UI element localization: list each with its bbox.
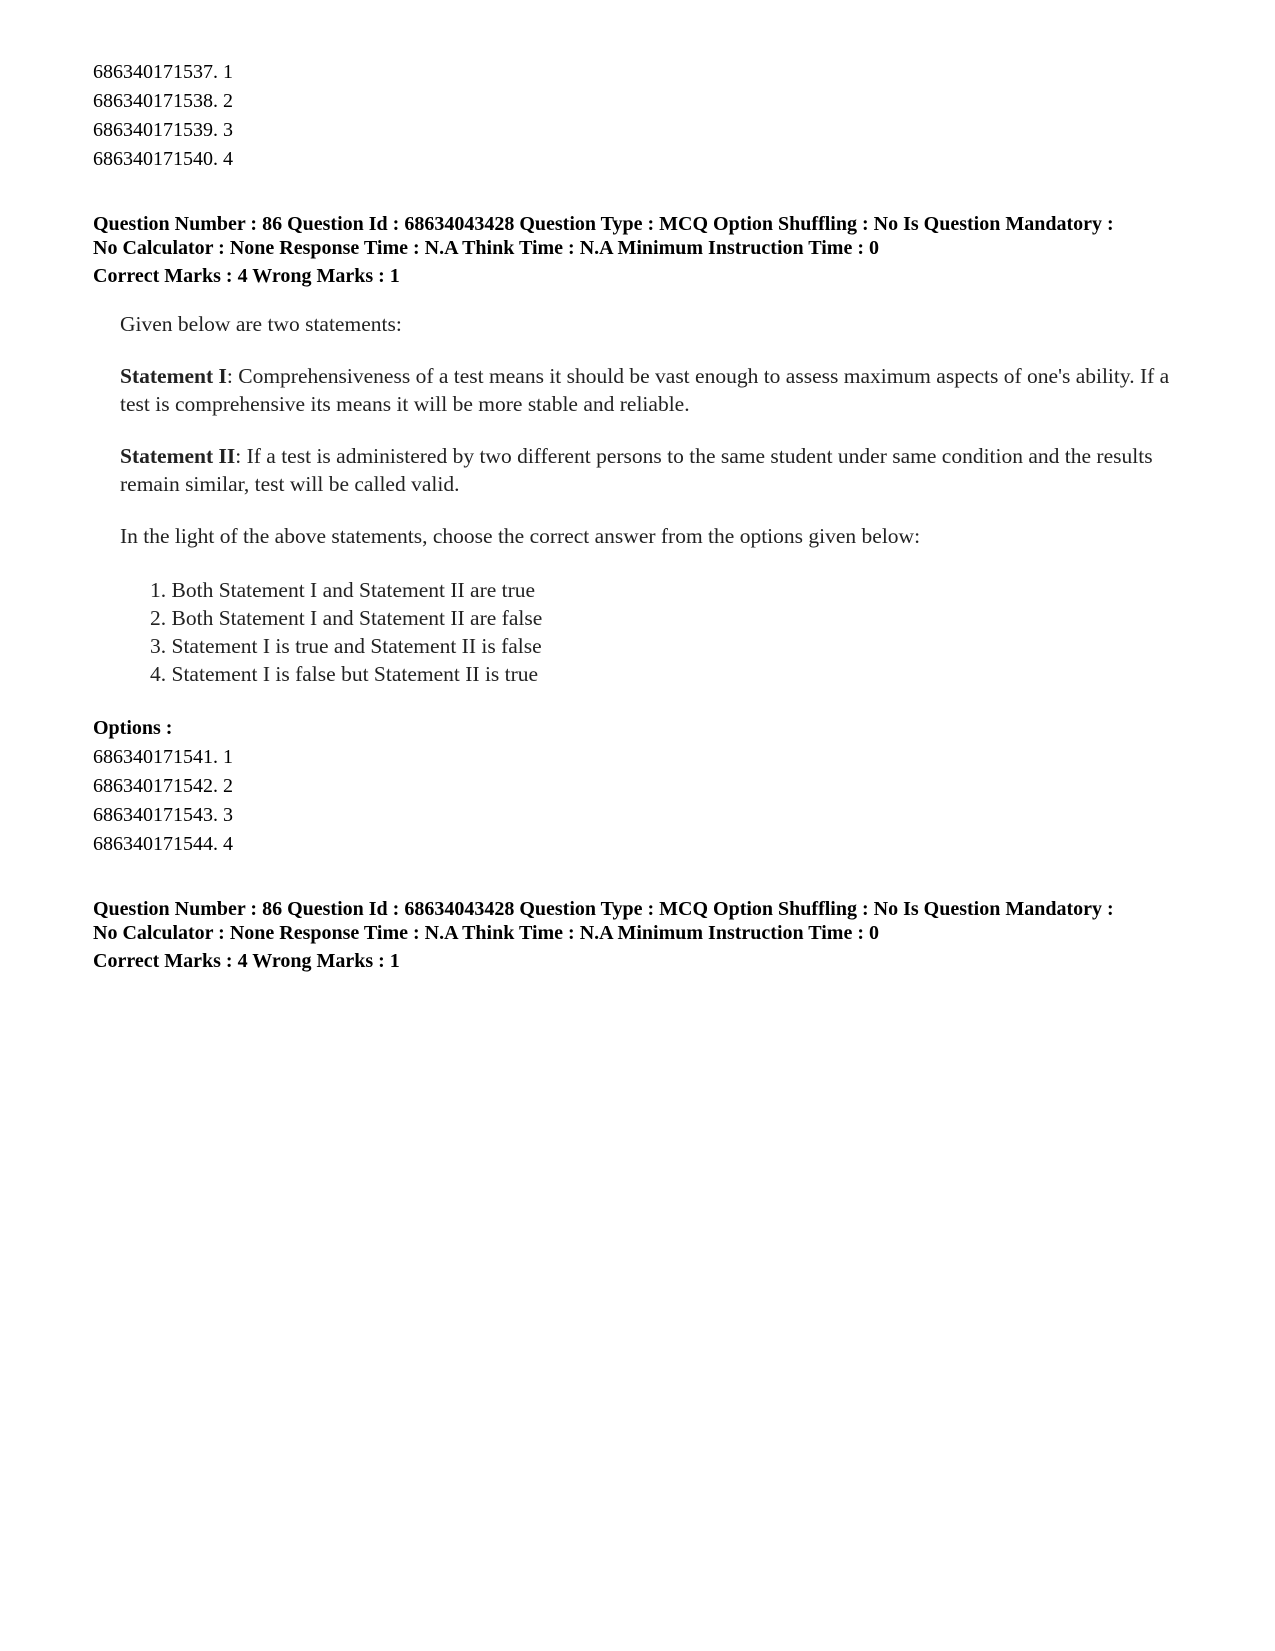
question-body xyxy=(120,310,1203,688)
statement-1-label: Statement I xyxy=(120,364,227,388)
option-line: 686340171542. 2 xyxy=(93,775,233,797)
options-heading: Options : xyxy=(93,717,173,739)
option-line: 686340171538. 2 xyxy=(93,90,233,112)
options-list xyxy=(93,743,1203,859)
question-meta-line1: Question Number : 86 Question Id : 68634043428 Question Type : MCQ Option Shuffling : No Is Question Mandatory : xyxy=(93,898,1114,920)
option-line: 686340171540. 4 xyxy=(93,148,233,170)
question-intro: Given below are two statements: xyxy=(120,312,402,336)
answer-choice: 1. Both Statement I and Statement II are true xyxy=(150,578,536,602)
option-line: 686340171543. 3 xyxy=(93,804,233,826)
question-marks: Correct Marks : 4 Wrong Marks : 1 xyxy=(93,950,400,972)
question-meta xyxy=(93,212,1203,288)
question-prompt: In the light of the above statements, choose the correct answer from the options given below: xyxy=(120,524,921,548)
option-line: 686340171544. 4 xyxy=(93,833,233,855)
statement-2 xyxy=(120,442,1203,498)
statement-2-label: Statement II xyxy=(120,444,236,468)
answer-choices xyxy=(150,576,1203,688)
answer-choice: 2. Both Statement I and Statement II are false xyxy=(150,606,543,630)
answer-choice: 4. Statement I is false but Statement II is true xyxy=(150,662,539,686)
question-marks: Correct Marks : 4 Wrong Marks : 1 xyxy=(93,265,400,287)
question-meta-line2: No Calculator : None Response Time : N.A Think Time : N.A Minimum Instruction Time : 0 xyxy=(93,237,879,259)
option-line: 686340171541. 1 xyxy=(93,746,233,768)
statement-1-text: : Comprehensiveness of a test means it should be vast enough to assess maximum aspects of one's ability. If a test is comprehensive its means it will be more stable and reliable. xyxy=(120,364,1170,416)
document-page xyxy=(93,58,1203,973)
question-meta-line1: Question Number : 86 Question Id : 68634043428 Question Type : MCQ Option Shuffling : No Is Question Mandatory : xyxy=(93,213,1114,235)
option-line: 686340171537. 1 xyxy=(93,61,233,83)
option-line: 686340171539. 3 xyxy=(93,119,233,141)
previous-options-list xyxy=(93,58,1203,174)
question-meta-line2: No Calculator : None Response Time : N.A Think Time : N.A Minimum Instruction Time : 0 xyxy=(93,922,879,944)
statement-2-text: : If a test is administered by two different persons to the same student under same condition and the results remain similar, test will be called valid. xyxy=(120,444,1153,496)
answer-choice: 3. Statement I is true and Statement II is false xyxy=(150,634,542,658)
next-question-meta xyxy=(93,897,1203,973)
statement-1 xyxy=(120,362,1203,418)
